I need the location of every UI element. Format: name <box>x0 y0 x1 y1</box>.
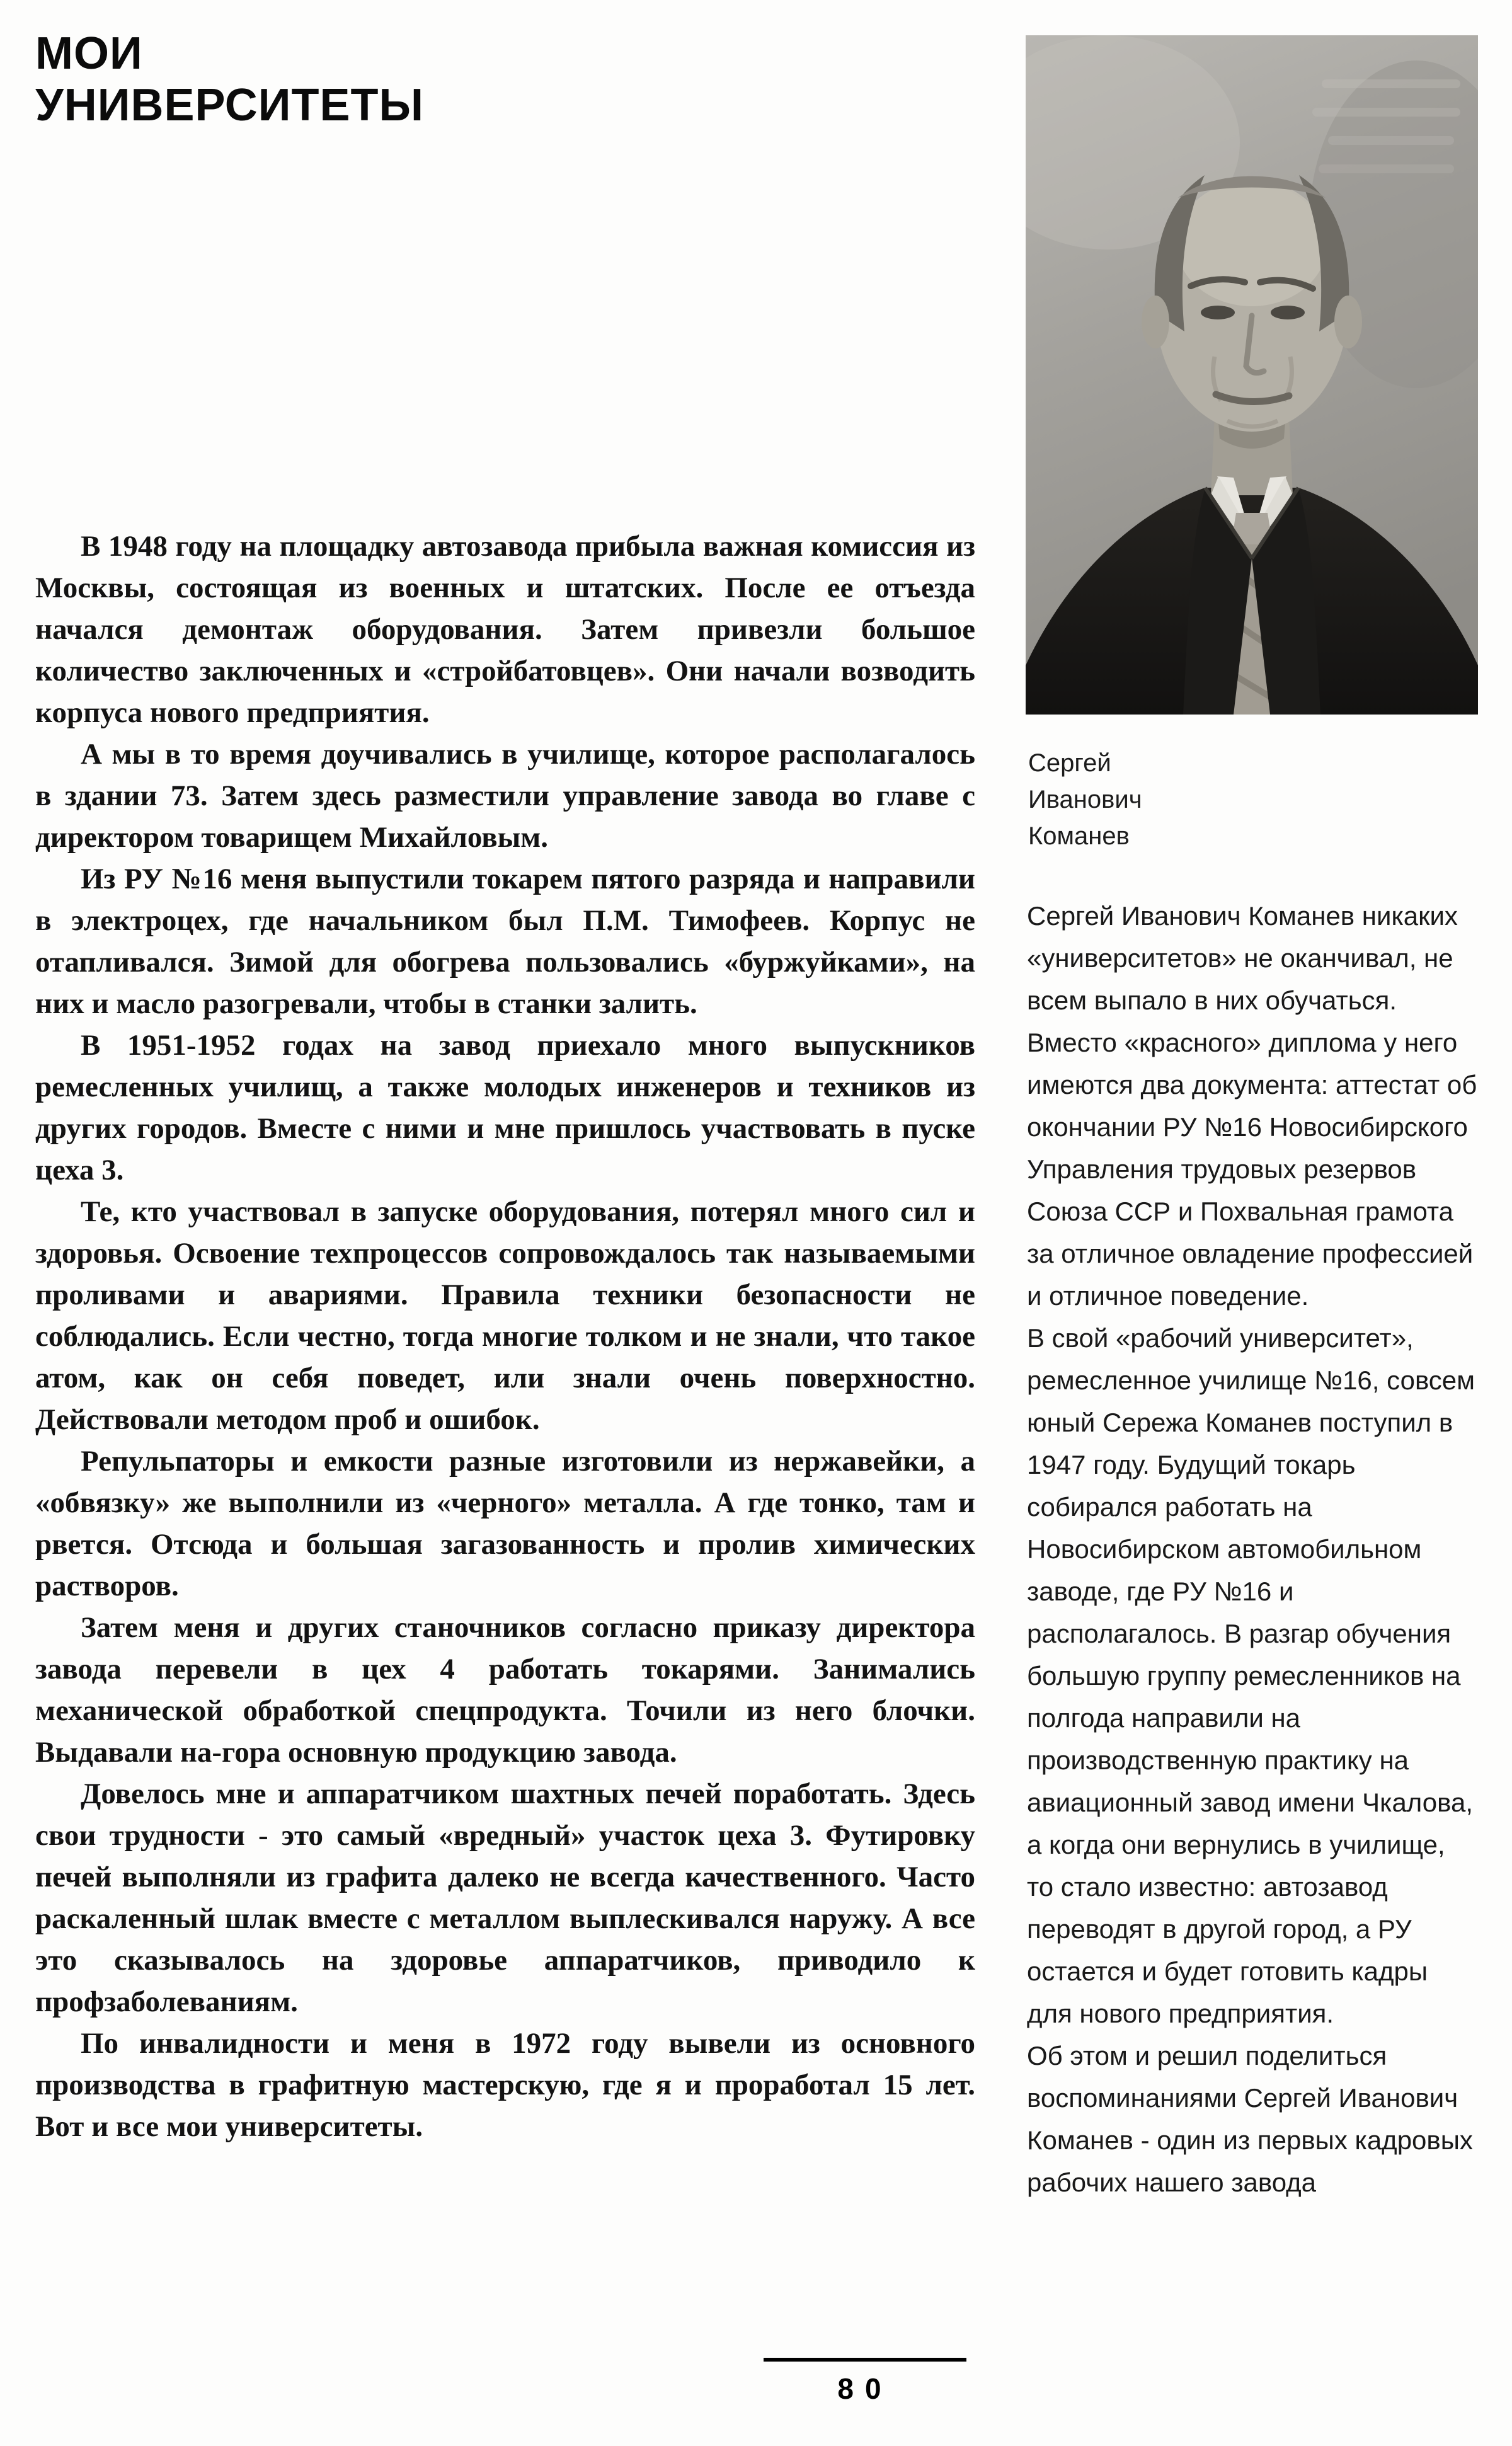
caption-line: Иванович <box>1028 786 1142 813</box>
paragraph: В 1948 году на площадку автозавода прибыла важная комиссия из Москвы, состоящая из военных и штатских. После ее отъезда начался демонтаж оборудования. Затем привезли большое количество заключенных и «стройбатовцев». Они начали возводить корпуса нового предприятия. <box>35 530 975 729</box>
paragraph: Репульпаторы и емкости разные изготовили из нержавейки, а «обвязку» же выполнили из «черного» металла. А где тонко, там и рвется. Отсюда и большая загазованность и пролив химических растворов. <box>35 1445 975 1602</box>
paragraph: Довелось мне и аппаратчиком шахтных печей поработать. Здесь свои трудности - это самый «вредный» участок цеха 3. Футировку печей выполняли из графита далеко не всегда качественного. Часто раскаленный шлак вместе с металлом выплескивался наружу. А все это сказывалось на здоровье аппаратчиков, приводило к профзаболеваниям. <box>35 1777 975 2018</box>
caption-line: Сергей <box>1028 749 1111 777</box>
sidebar-paragraph: Сергей Иванович Команев никаких «университетов» не оканчивал, не всем выпало в них обучаться. Вместо «красного» диплома у него имеются два документа: аттестат об окончании РУ №16 Новосибирского Управления трудовых резервов Союза ССР и Похвальная грамота за отличное овладение профессией и отличное поведение. <box>1027 901 1477 1311</box>
paragraph: В 1951-1952 годах на завод приехало много выпускников ремесленных училищ, а также молодых инженеров и техников из других городов. Вместе с ними и мне пришлось участвовать в пуске цеха 3. <box>35 1029 975 1186</box>
sidebar-paragraph: Об этом и решил поделиться воспоминаниями Сергей Иванович Команев - один из первых кадровых рабочих нашего завода <box>1027 2041 1473 2197</box>
photo-caption <box>1028 745 1142 854</box>
portrait-photo <box>1026 35 1478 715</box>
paragraph: Те, кто участвовал в запуске оборудования, потерял много сил и здоровья. Освоение техпроцессов сопровождалось так называемыми проливами и авариями. Правила техники безопасности не соблюдались. Если честно, тогда многие толком и не знали, что такое атом, как он себя поведет, или знали очень поверхностно. Действовали методом проб и ошибок. <box>35 1195 975 1436</box>
paragraph: По инвалидности и меня в 1972 году вывели из основного производства в графитную мастерскую, где я и проработал 15 лет. Вот и все мои университеты. <box>35 2027 975 2143</box>
paragraph: А мы в то время доучивались в училище, которое располагалось в здании 73. Затем здесь разместили управление завода во главе с директором товарищем Михайловым. <box>35 738 975 854</box>
footer-rule <box>764 2358 966 2362</box>
page-number: 80 <box>837 2372 893 2405</box>
page-title <box>35 28 424 131</box>
portrait-photo-illustration <box>1026 35 1478 715</box>
sidebar-text <box>1027 895 1478 2203</box>
paragraph: Из РУ №16 меня выпустили токарем пятого разряда и направили в электроцех, где начальником был П.М. Тимофеев. Корпус не отапливался. Зимой для обогрева пользовались «буржуйками», на них и масло разогревали, чтобы в станки залить. <box>35 863 975 1020</box>
page-title-line-1: МОИ <box>35 28 143 79</box>
paragraph: Затем меня и других станочников согласно приказу директора завода перевели в цех 4 работать токарями. Занимались механической обработкой спецпродукта. Точили из него блочки. Выдавали на-гора основную продукцию завода. <box>35 1611 975 1769</box>
caption-line: Команев <box>1028 822 1130 850</box>
sidebar-paragraph: В свой «рабочий университет», ремесленное училище №16, совсем юный Сережа Команев поступил в 1947 году. Будущий токарь собирался работать на Новосибирском автомобильном заводе, где РУ №16 и располагалось. В разгар обучения большую группу ремесленников на полгода направили на производственную практику на авиационный завод имени Чкалова, а когда они вернулись в училище, то стало известно: автозавод переводят в другой город, а РУ остается и будет готовить кадры для нового предприятия. <box>1027 1323 1475 2028</box>
page-title-line-2: УНИВЕРСИТЕТЫ <box>35 80 425 130</box>
main-text <box>35 525 975 2147</box>
